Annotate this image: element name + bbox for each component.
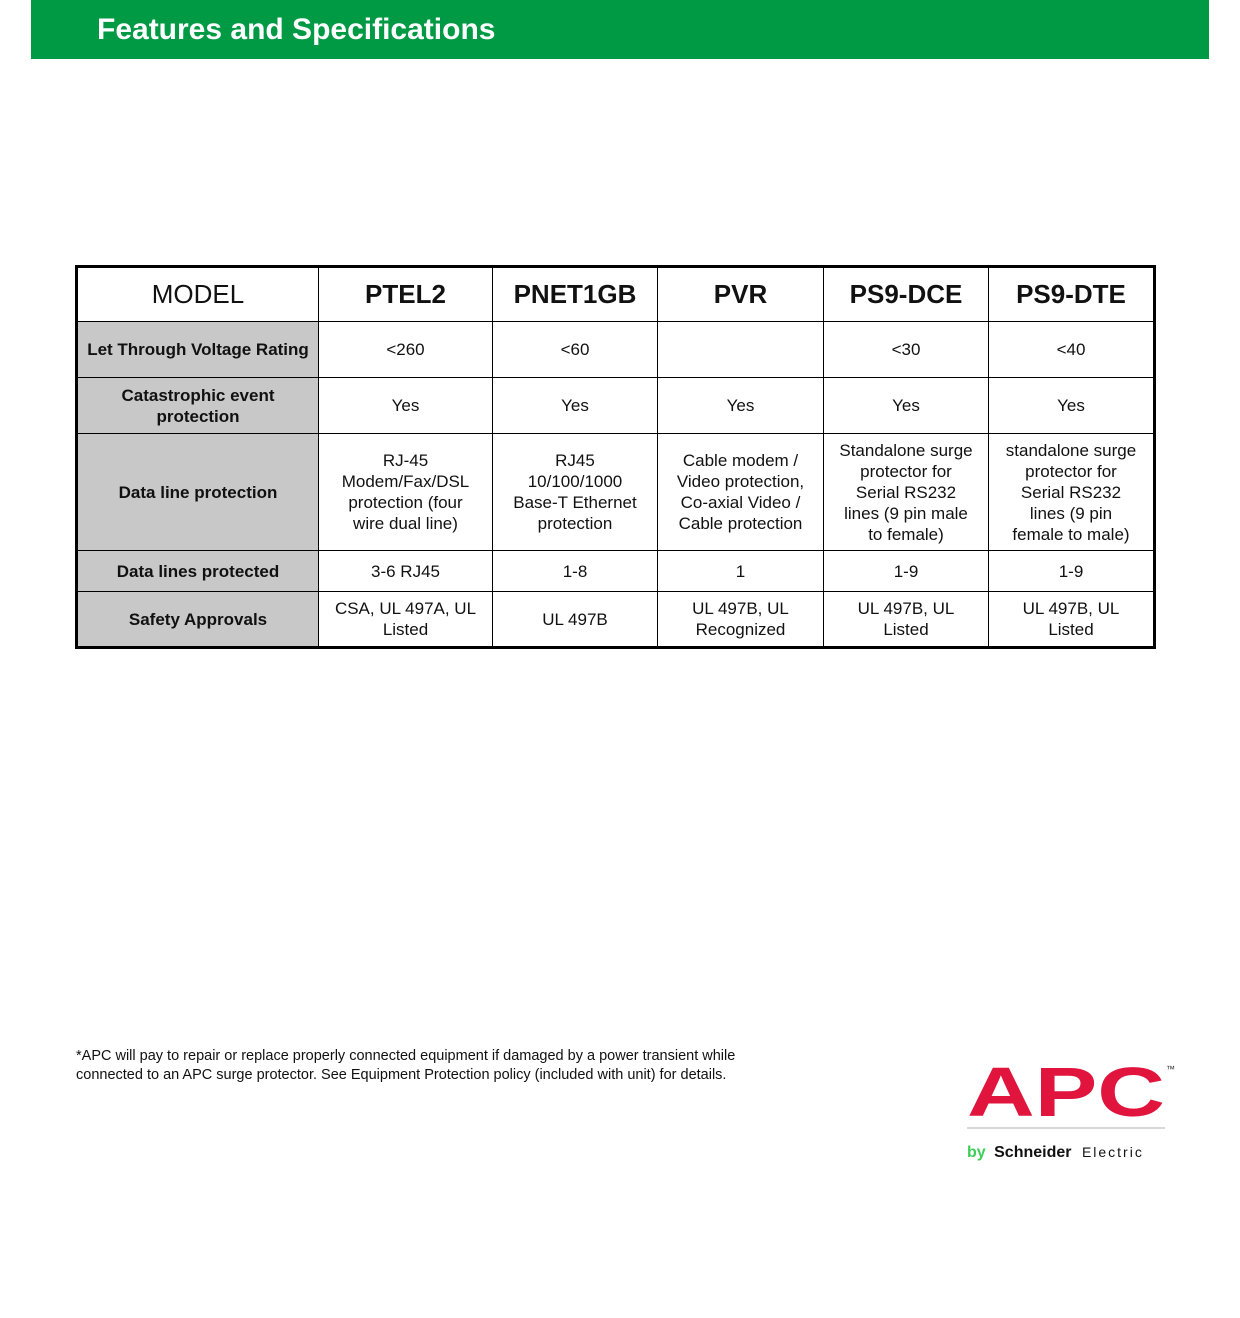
table-row — [77, 551, 1155, 592]
table-row — [77, 378, 1155, 434]
table-cell: <260 — [319, 322, 493, 378]
table-cell: CSA, UL 497A, UL Listed — [319, 592, 493, 648]
table-cell: Cable modem / Video protection, Co-axial Video / Cable protection — [658, 434, 824, 551]
header-band — [31, 0, 1209, 59]
table-cell: UL 497B, UL Listed — [824, 592, 989, 648]
table-row — [77, 322, 1155, 378]
logo-schneider: Schneider — [994, 1144, 1072, 1161]
logo-electric: Electric — [1081, 1144, 1144, 1160]
table-cell: standalone surge protector for Serial RS232 lines (9 pin female to male) — [989, 434, 1155, 551]
row-label: Data lines protected — [77, 551, 319, 592]
table-cell: Yes — [319, 378, 493, 434]
table-cell: 1-9 — [989, 551, 1155, 592]
footnote: *APC will pay to repair or replace properly connected equipment if damaged by a power transient while connected to an APC surge protector. See Equipment Protection policy (included with unit) for details. — [76, 1048, 736, 1083]
row-label: Safety Approvals — [77, 592, 319, 648]
row-label: Catastrophic event protection — [77, 378, 319, 434]
table-cell: Yes — [493, 378, 658, 434]
table-cell: 1-8 — [493, 551, 658, 592]
table-cell: UL 497B, UL Recognized — [658, 592, 824, 648]
table-cell: Standalone surge protector for Serial RS232 lines (9 pin male to female) — [824, 434, 989, 551]
model-header-pnet1gb: PNET1GB — [493, 267, 658, 322]
model-header-pvr: PVR — [658, 267, 824, 322]
table-row — [77, 592, 1155, 648]
apc-logo — [965, 1058, 1180, 1168]
row-label: Let Through Voltage Rating — [77, 322, 319, 378]
model-header-ps9-dce: PS9-DCE — [824, 267, 989, 322]
table-cell: 3-6 RJ45 — [319, 551, 493, 592]
table-cell: Yes — [989, 378, 1155, 434]
spec-table — [75, 265, 1156, 649]
logo-by: by — [967, 1144, 986, 1161]
table-cell: RJ-45 Modem/Fax/DSL protection (four wire dual line) — [319, 434, 493, 551]
table-header-row — [77, 267, 1155, 322]
table-cell: Yes — [824, 378, 989, 434]
table-cell: UL 497B, UL Listed — [989, 592, 1155, 648]
table-row — [77, 434, 1155, 551]
trademark-symbol: ™ — [1166, 1064, 1175, 1074]
model-header-ptel2: PTEL2 — [319, 267, 493, 322]
model-header-ps9-dte: PS9-DTE — [989, 267, 1155, 322]
model-column-header: MODEL — [77, 267, 319, 322]
table-cell: <40 — [989, 322, 1155, 378]
table-cell: UL 497B — [493, 592, 658, 648]
page-title: Features and Specifications — [97, 13, 496, 46]
table-cell: RJ45 10/100/1000 Base-T Ethernet protection — [493, 434, 658, 551]
apc-logo-wordmark: APC — [967, 1058, 1165, 1131]
row-label: Data line protection — [77, 434, 319, 551]
table-cell: <60 — [493, 322, 658, 378]
logo-byline — [967, 1144, 1144, 1161]
table-cell: 1-9 — [824, 551, 989, 592]
table-cell: 1 — [658, 551, 824, 592]
table-cell: <30 — [824, 322, 989, 378]
table-cell: Yes — [658, 378, 824, 434]
table-cell — [658, 322, 824, 378]
